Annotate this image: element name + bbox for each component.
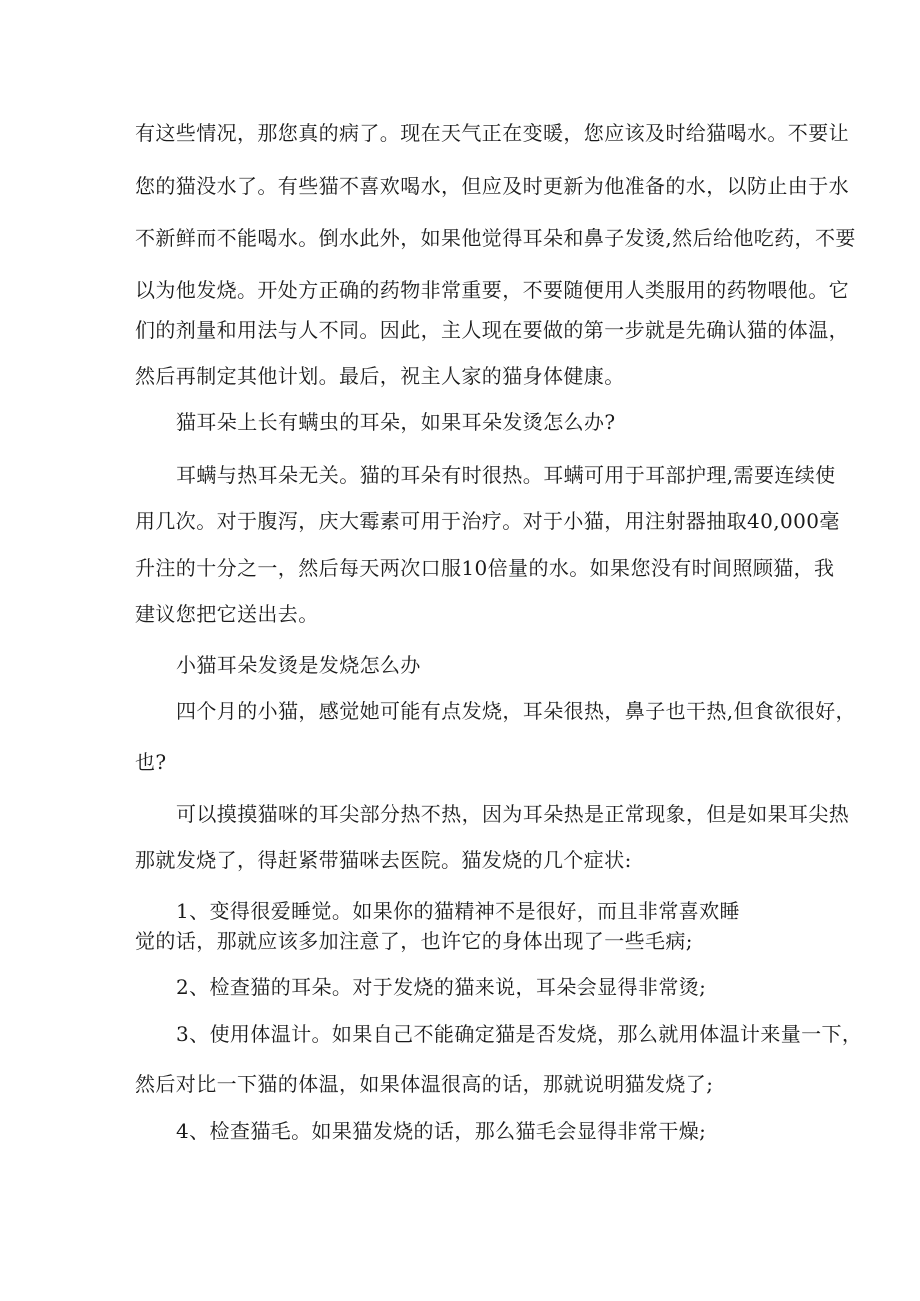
paragraph-line: 您的猫没水了。有些猫不喜欢喝水，但应及时更新为他准备的水，以防止由于水 xyxy=(135,174,849,198)
paragraph-line: 用几次。对于腹泻，庆大霉素可用于治疗。对于小猫，用注射器抽取40,000毫 xyxy=(135,509,840,533)
paragraph-line: 也? xyxy=(135,750,167,774)
paragraph-line: 可以摸摸猫咪的耳尖部分热不热，因为耳朵热是正常现象，但是如果耳尖热 xyxy=(176,802,850,826)
paragraph-line: 有这些情况，那您真的病了。现在天气正在变暖，您应该及时给猫喝水。不要让 xyxy=(135,121,849,145)
list-item-line: 然后对比一下猫的体温，如果体温很高的话，那就说明猫发烧了; xyxy=(135,1072,714,1096)
paragraph-line: 那就发烧了，得赶紧带猫咪去医院。猫发烧的几个症状: xyxy=(135,848,632,872)
paragraph-line: 然后再制定其他计划。最后，祝主人家的猫身体健康。 xyxy=(135,364,625,388)
list-item-line: 觉的话，那就应该多加注意了，也许它的身体出现了一些毛病; xyxy=(135,929,693,953)
paragraph-line: 耳螨与热耳朵无关。猫的耳朵有时很热。耳螨可用于耳部护理,需要连续使 xyxy=(176,463,836,487)
paragraph-line: 建议您把它送出去。 xyxy=(135,602,319,626)
section-heading: 猫耳朵上长有螨虫的耳朵，如果耳朵发烫怎么办? xyxy=(176,410,616,434)
list-item-line: 3、使用体温计。如果自己不能确定猫是否发烧，那么就用体温计来量一下， xyxy=(176,1022,863,1046)
list-item-line: 4、检查猫毛。如果猫发烧的话，那么猫毛会显得非常干燥; xyxy=(176,1119,707,1143)
paragraph-line: 四个月的小猫，感觉她可能有点发烧，耳朵很热，鼻子也干热,但食欲很好， xyxy=(176,699,856,723)
list-item-line: 1、变得很爱睡觉。如果你的猫精神不是很好，而且非常喜欢睡 xyxy=(176,899,740,923)
list-item-line: 2、检查猫的耳朵。对于发烧的猫来说，耳朵会显得非常烫; xyxy=(176,975,707,999)
paragraph-line: 以为他发烧。开处方正确的药物非常重要，不要随便用人类服用的药物喂他。它 xyxy=(135,278,849,302)
paragraph-line: 不新鲜而不能喝水。倒水此外，如果他觉得耳朵和鼻子发烫,然后给他吃药，不要 xyxy=(135,226,856,250)
paragraph-line: 升注的十分之一，然后每天两次口服10倍量的水。如果您没有时间照顾猫，我 xyxy=(135,556,835,580)
section-heading: 小猫耳朵发烫是发烧怎么办 xyxy=(176,653,421,677)
paragraph-line: 们的剂量和用法与人不同。因此，主人现在要做的第一步就是先确认猫的体温， xyxy=(135,318,849,342)
